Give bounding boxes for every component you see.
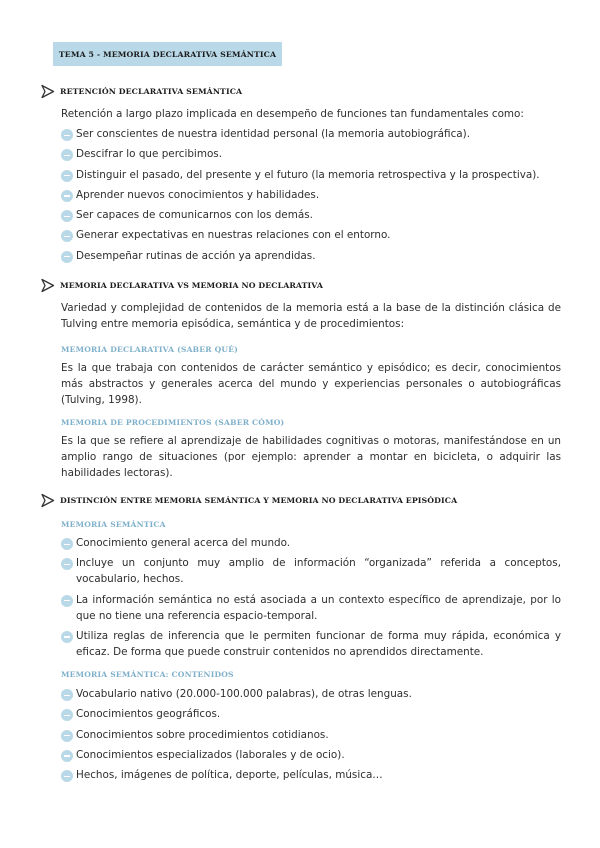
section-heading-text: DISTINCIÓN ENTRE MEMORIA SEMÁNTICA Y MEMORIA NO DECLARATIVA EPISÓDICA: [60, 496, 458, 505]
bullet-list: [61, 126, 561, 264]
list-item: [61, 126, 561, 142]
bullet-icon: [61, 595, 73, 607]
list-item-text: Desempeñar rutinas de acción ya aprendidas.: [76, 249, 316, 262]
list-item-text: Conocimientos geográficos.: [76, 708, 221, 721]
bullet-icon: [61, 210, 73, 222]
bullet-icon: [61, 770, 73, 782]
bullet-icon: [61, 251, 73, 263]
list-item: [61, 592, 561, 624]
bullet-list: [61, 686, 561, 783]
bullet-icon: [61, 149, 73, 161]
list-item-text: Vocabulario nativo (20.000-100.000 palabras), de otras lenguas.: [76, 688, 412, 700]
bullet-icon: [61, 709, 73, 721]
list-item-text: Generar expectativas en nuestras relaciones con el entorno.: [76, 229, 391, 242]
list-item: [61, 686, 561, 702]
list-item: [61, 706, 561, 722]
list-item-text: Ser capaces de comunicarnos con los demás.: [76, 209, 313, 222]
list-item: [61, 227, 561, 243]
bullet-icon: [61, 750, 73, 762]
list-item-text: Descifrar lo que percibimos.: [76, 148, 223, 161]
list-item-text: Distinguir el pasado, del presente y el futuro (la memoria retrospectiva y la prospectiva).: [76, 168, 540, 181]
arrow-right-icon: [40, 493, 55, 508]
list-item: [61, 207, 561, 223]
bullet-icon: [61, 689, 73, 701]
list-item: [61, 187, 561, 203]
arrow-right-icon: [40, 278, 55, 293]
subheading: MEMORIA SEMÁNTICA: CONTENIDOS: [61, 670, 234, 679]
list-item: [61, 555, 561, 587]
section-intro: Retención a largo plazo implicada en desempeño de funciones tan fundamentales como:: [61, 108, 524, 120]
subheading: MEMORIA DECLARATIVA (SABER QUÉ): [61, 345, 239, 354]
bullet-list: [61, 535, 561, 660]
list-item-text: Hechos, imágenes de política, deporte, películas, música…: [76, 769, 383, 782]
list-item-text: Incluye un conjunto muy amplio de información “organizada” referida a conceptos, vocabulario, hechos.: [76, 557, 561, 586]
list-item-text: Conocimientos especializados (laborales y de ocio).: [76, 748, 345, 761]
section-heading-text: MEMORIA DECLARATIVA VS MEMORIA NO DECLARATIVA: [60, 281, 323, 290]
list-item: [61, 248, 561, 264]
list-item: [61, 628, 561, 660]
bullet-icon: [61, 190, 73, 202]
list-item-text: La información semántica no está asociada a un contexto específico de aprendizaje, por lo que no tiene una referencia espacio-temporal.: [76, 593, 561, 622]
bullet-icon: [61, 558, 73, 570]
bullet-icon: [61, 538, 73, 550]
list-item: [61, 727, 561, 743]
section-intro: Variedad y complejidad de contenidos de la memoria está a la base de la distinción clásica de Tulving entre memoria episódica, semántica y de procedimientos:: [61, 302, 561, 330]
list-item: [61, 535, 561, 551]
bullet-icon: [61, 170, 73, 182]
list-item-text: Utiliza reglas de inferencia que le permiten funcionar de forma muy rápida, económica y eficaz. De forma que puede construir contenidos no aprendidos directamente.: [76, 629, 561, 658]
section-heading-text: RETENCIÓN DECLARATIVA SEMÁNTICA: [60, 87, 243, 96]
list-item: [61, 767, 561, 783]
list-item-text: Conocimientos sobre procedimientos cotidianos.: [76, 728, 329, 741]
page-title: TEMA 5 - MEMORIA DECLARATIVA SEMÁNTICA: [53, 42, 282, 66]
bullet-icon: [61, 631, 73, 643]
list-item-text: Aprender nuevos conocimientos y habilidades.: [76, 188, 320, 201]
section-heading-distincion: [40, 493, 457, 508]
bullet-icon: [61, 230, 73, 242]
list-item-text: Ser conscientes de nuestra identidad personal (la memoria autobiográfica).: [76, 128, 471, 140]
section-heading-declarativa: [40, 278, 323, 293]
list-item: [61, 146, 561, 162]
subheading: MEMORIA DE PROCEDIMIENTOS (SABER CÓMO): [61, 418, 285, 427]
arrow-right-icon: [40, 84, 55, 99]
bullet-icon: [61, 129, 73, 141]
list-item: [61, 167, 561, 183]
list-item-text: Conocimiento general acerca del mundo.: [76, 537, 291, 549]
section-heading-retencion: [40, 84, 242, 99]
paragraph: Es la que se refiere al aprendizaje de habilidades cognitivas o motoras, manifestándose en un amplio rango de situaciones (por ejemplo: aprender a montar en bicicleta, o adquirir las habilidades lectoras).: [61, 435, 561, 479]
list-item: [61, 747, 561, 763]
subheading: MEMORIA SEMÁNTICA: [61, 520, 166, 529]
bullet-icon: [61, 730, 73, 742]
paragraph: Es la que trabaja con contenidos de carácter semántico y episódico; es decir, conocimientos más abstractos y generales acerca del mundo y experiencias personales o autobiográficas (Tulving, 1998).: [61, 362, 561, 406]
